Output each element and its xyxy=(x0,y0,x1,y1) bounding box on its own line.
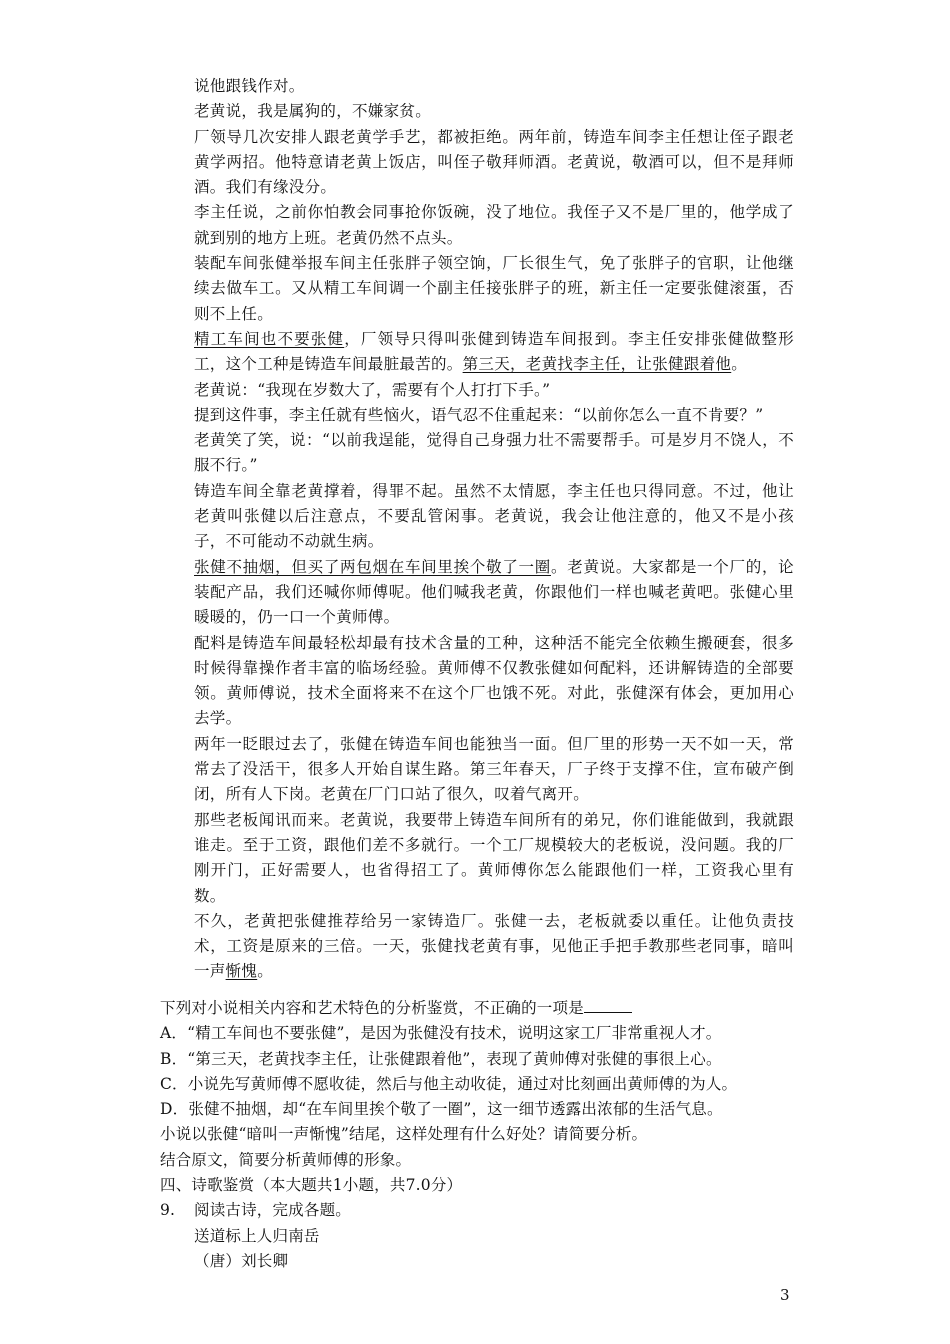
text-run: 。 xyxy=(731,355,748,374)
poem-author: （唐）刘长卿 xyxy=(194,1251,289,1270)
question-2: 小说以张健“暗叫一声惭愧”结尾，这样处理有什么好处？请简要分析。 xyxy=(160,1125,648,1144)
paragraph: 说他跟钱作对。 xyxy=(194,77,305,95)
answer-blank xyxy=(584,998,632,1013)
section-heading: 四、诗歌鉴赏（本大题共1小题，共7.0分） xyxy=(160,1176,463,1195)
paragraph xyxy=(194,555,794,631)
paragraph: 装配车间张健举报车间主任张胖子领空饷，厂长很生气，免了张胖子的官职，让他继续去做车工。又从精工车间调一个副主任接张胖子的班，新主任一定要张健滚蛋，否则不上任。 xyxy=(194,254,794,323)
paragraph xyxy=(194,327,794,378)
paragraph: 配料是铸造车间最轻松却最有技术含量的工种，这种活不能完全依赖生搬硬套，很多时候得靠操作者丰富的临场经验。黄师傅不仅教张健如何配料，还讲解铸造的全部要领。黄师傅说，技术全面将来不在这个厂也饿不死。对此，张健深有体会，更加用心去学。 xyxy=(194,633,794,728)
question-3: 结合原文，简要分析黄师傅的形象。 xyxy=(160,1150,412,1169)
text-run: 。老黄说。大家都是一个厂的，论装配产品，我们还喊你师傅呢。他们喊我老黄，你跟他们一样也喊老黄吧。张健心里暖暖的，仍一口一个黄师傅。 xyxy=(194,557,794,627)
paragraph: 提到这件事，李主任就有些恼火，语气忍不住重起来：“以前你怎么一直不肯要？” xyxy=(194,405,764,424)
underlined-phrase: 第三天，老黄找李主任，让张健跟着他 xyxy=(462,355,732,374)
option-b: B．“第三天，老黄找李主任，让张健跟着他”，表现了黄帅傅对张健的事很上心。 xyxy=(160,1049,722,1068)
paragraph: 李主任说，之前你怕教会同事抢你饭碗，没了地位。我侄子又不是厂里的，他学成了就到别的地方上班。老黄仍然不点头。 xyxy=(194,203,794,247)
text-run: 不久，老黄把张健推荐给另一家铸造厂。张健一去，老板就委以重任。让他负责技术，工资是原来的三倍。一天，张健找老黄有事，见他正手把手教那些老同事，暗叫一声 xyxy=(194,911,794,981)
question-text: 阅读古诗，完成各题。 xyxy=(194,1201,352,1220)
paragraph: 老黄笑了笑，说：“以前我逞能，觉得自己身强力壮不需要帮手。可是岁月不饶人，不服不行。” xyxy=(194,431,794,475)
paragraph: 两年一眨眼过去了，张健在铸造车间也能独当一面。但厂里的形势一天不如一天，常常去了没活干，很多人开始自谋生路。第三年春天，厂子终于支撑不住，宣布破产倒闭，所有人下岗。老黄在厂门口站了很久，叹着气离开。 xyxy=(194,734,794,804)
text-run: 。 xyxy=(257,962,274,981)
question-number: 9. xyxy=(160,1201,176,1220)
paragraph: 那些老板闻讯而来。老黄说，我要带上铸造车间所有的弟兄，你们谁能做到，我就跟谁走。至于工资，跟他们差不多就行。一个工厂规模较大的老板说，没问题。我的厂刚开门，正好需要人，也省得招工了。黄师傅你怎么能跟他们一样，工资我心里有数。 xyxy=(194,810,794,905)
text-run: ，厂领导只得叫张健到铸造车间报到。李主任安排张健做整形工，这个工种是铸造车间最脏最苦的。 xyxy=(194,329,795,374)
poem-title: 送道标上人归南岳 xyxy=(194,1226,320,1245)
paragraph: 厂领导几次安排人跟老黄学手艺，都被拒绝。两年前，铸造车间李主任想让侄子跟老黄学两招。他特意请老黄上饭店，叫侄子敬拜师酒。老黄说，敬酒可以，但不是拜师酒。我们有缘没分。 xyxy=(194,127,794,197)
paragraph: 老黄说：“我现在岁数大了，需要有个人打打下手。” xyxy=(194,380,551,399)
story-text xyxy=(194,74,794,985)
underlined-phrase: 惭愧 xyxy=(225,962,258,981)
option-d: D．张健不抽烟，却“在车间里挨个敬了一圈”，这一细节透露出浓郁的生活气息。 xyxy=(160,1100,723,1119)
question-9 xyxy=(160,1198,800,1223)
questions-section xyxy=(160,996,800,1274)
question-stem-text: 下列对小说相关内容和艺术特色的分析鉴赏，不正确的一项是 xyxy=(160,999,584,1017)
paragraph xyxy=(194,909,794,985)
paragraph: 铸造车间全靠老黄撑着，得罪不起。虽然不太情愿，李主任也只得同意。不过，他让老黄叫张健以后注意点，不要乱管闲事。老黄说，我会让他注意的，他又不是小孩子，不可能动不动就生病。 xyxy=(194,481,794,551)
option-a: A．“精工车间也不要张健”，是因为张健没有技术，说明这家工厂非常重视人才。 xyxy=(160,1024,722,1043)
underlined-phrase: 张健不抽烟，但买了两包烟在车间里挨个敬了一圈 xyxy=(194,557,551,576)
underlined-phrase: 精工车间也不要张健 xyxy=(194,329,345,348)
question-stem xyxy=(160,996,800,1021)
page-number: 3 xyxy=(780,1286,790,1304)
option-c: C．小说先写黄师傅不愿收徒，然后与他主动收徒，通过对比刻画出黄师傅的为人。 xyxy=(160,1074,738,1093)
paragraph: 老黄说，我是属狗的，不嫌家贫。 xyxy=(194,102,432,121)
